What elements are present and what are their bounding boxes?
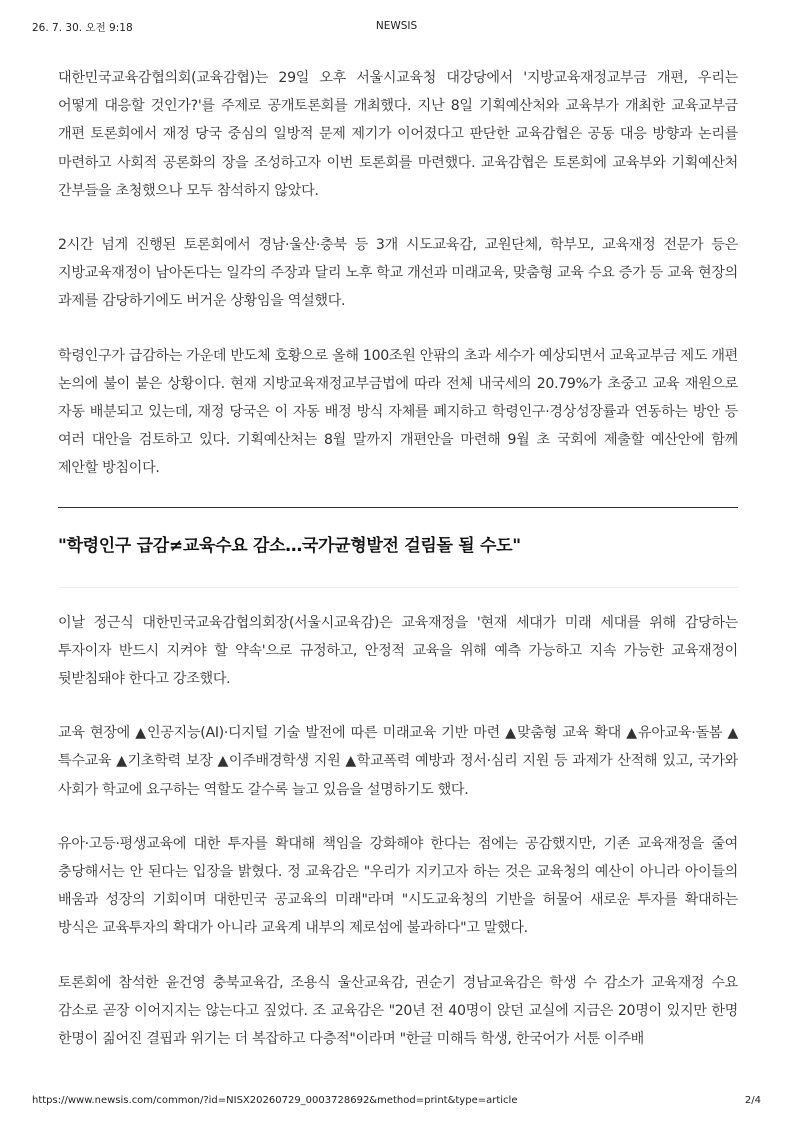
print-footer: [32, 1095, 761, 1109]
article-subheading: "학령인구 급감≠교육수요 감소…국가균형발전 걸림돌 될 수도": [58, 535, 521, 556]
page-number: 2/4: [744, 1095, 761, 1106]
article-body: [58, 64, 738, 1079]
print-header: [32, 20, 761, 34]
article-paragraph: 이날 정근식 대한민국교육감협의회장(서울시교육감)은 교육재정을 '현재 세대가 미래 세대를 위해 감당하는 투자이자 반드시 지켜야 할 약속'으로 규정하고, 안정적 교육을 위해 예측 가능하고 지속 가능한 교육재정이 뒷받침돼야 한다고 강조했다.: [58, 614, 738, 688]
site-name: NEWSIS: [375, 20, 418, 32]
article-paragraph: 2시간 넘게 진행된 토론회에서 경남·울산·충북 등 3개 시도교육감, 교원단체, 학부모, 교육재정 전문가 등은 지방교육재정이 남아돈다는 일각의 주장과 달리 노후 학교 개선과 미래교육, 맞춤형 교육 수요 증가 등 교육 현장의 과제를 감당하기에도 버거운 상황임을 역설했다.: [58, 237, 738, 310]
subheading-rule: [58, 587, 738, 588]
print-datetime: 26. 7. 30. 오전 9:18: [32, 22, 133, 34]
article-paragraph: 대한민국교육감협의회(교육감협)는 29일 오후 서울시교육청 대강당에서 '지방교육재정교부금 개편, 우리는 어떻게 대응할 것인가?'를 주제로 공개토론회를 개최했다. 지난 8일 기획예산처와 교육부가 개최한 교육교부금 개편 토론회에서 재정 당국 중심의 일방적 문제 제기가 이어졌다고 판단한 교육감협은 공동 대응 방향과 논리를 마련하고 사회적 공론화의 장을 조성하고자 이번 토론회를 마련했다. 교육감협은 토론회에 교육부와 기획예산처 간부들을 초청했으나 모두 참석하지 않았다.: [58, 70, 738, 199]
article-paragraph: 유아·고등·평생교육에 대한 투자를 확대해 책임을 강화해야 한다는 점에는 공감했지만, 기존 교육재정을 줄여 충당해서는 안 된다는 입장을 밝혔다. 정 교육감은 "우리가 지키고자 하는 것은 교육청의 예산이 아니라 아이들의 배움과 성장의 기회이며 대한민국 공교육의 미래"라며 "시도교육청의 기반을 허물어 새로운 투자를 확대하는 방식은 교육투자의 확대가 아니라 교육계 내부의 제로섬에 불과하다"고 말했다.: [58, 835, 738, 937]
article-paragraph: 토론회에 참석한 윤건영 충북교육감, 조용식 울산교육감, 권순기 경남교육감은 학생 수 감소가 교육재정 수요 감소로 곧장 이어지지는 않는다고 짚었다. 조 교육감은 "20년 전 40명이 앉던 교실에 지금은 20명이 있지만 한명 한명이 짊어진 결핍과 위기는 더 복잡하고 다층적"이라며 "한글 미해득 학생, 한국어가 서툰 이주배: [58, 974, 738, 1048]
section-divider: [58, 507, 738, 508]
article-paragraph: 교육 현장에 ▲인공지능(AI)·디지털 기술 발전에 따른 미래교육 기반 마련 ▲맞춤형 교육 확대 ▲유아교육·돌봄 ▲특수교육 ▲기초학력 보장 ▲이주배경학생 지원 ▲학교폭력 예방과 정서·심리 지원 등 과제가 산적해 있고, 국가와 사회가 학교에 요구하는 역할도 갈수록 늘고 있음을 설명하기도 했다.: [58, 725, 738, 798]
article-url: https://www.newsis.com/common/?id=NISX20260729_0003728692&method=print&type=article: [32, 1095, 518, 1106]
article-paragraph: 학령인구가 급감하는 가운데 반도체 호황으로 올해 100조원 안팎의 초과 세수가 예상되면서 교육교부금 제도 개편 논의에 불이 붙은 상황이다. 현재 지방교육재정교부금법에 따라 전체 내국세의 20.79%가 초중고 교육 재원으로 자동 배분되고 있는데, 재정 당국은 이 자동 배정 방식 자체를 폐지하고 학령인구·경상성장률과 연동하는 방안 등 여러 대안을 검토하고 있다. 기획예산처는 8월 말까지 개편안을 마련해 9월 초 국회에 제출할 예산안에 함께 제안할 방침이다.: [58, 347, 738, 477]
